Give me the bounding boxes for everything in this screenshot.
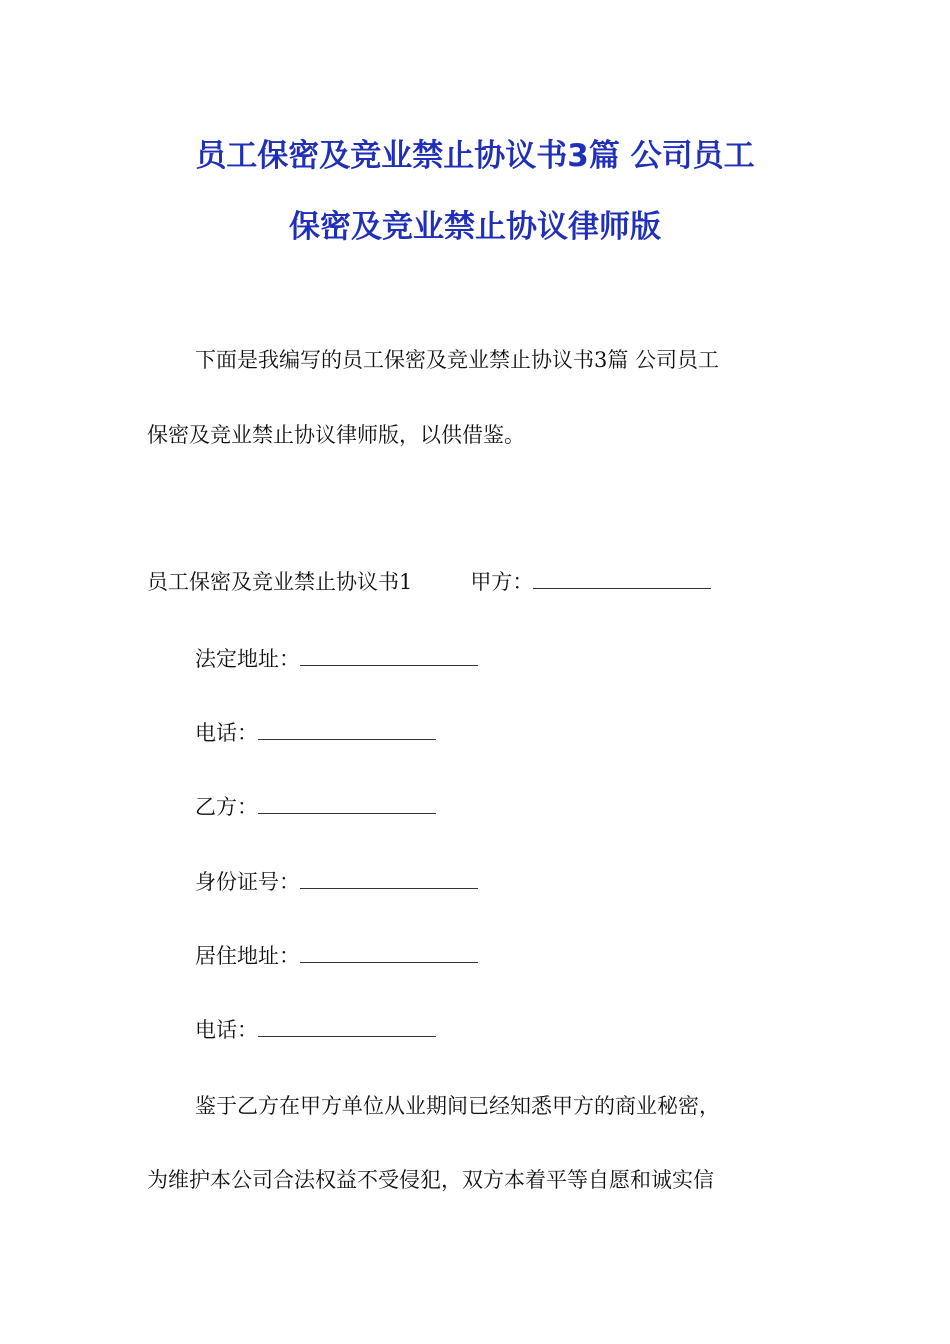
intro-line-1: 下面是我编写的员工保密及竞业禁止协议书3篇 公司员工 <box>195 348 720 372</box>
phone-b-row <box>195 1015 436 1045</box>
phone-b-label: 电话： <box>195 1018 258 1042</box>
section-1-heading-row <box>147 567 711 597</box>
phone-b-blank[interactable] <box>258 1016 436 1037</box>
residence-label: 居住地址： <box>195 944 300 968</box>
party-b-label: 乙方： <box>195 795 258 819</box>
residence-blank[interactable] <box>300 942 478 963</box>
legal-address-row <box>195 644 478 674</box>
residence-row <box>195 941 478 971</box>
legal-address-blank[interactable] <box>300 645 478 666</box>
id-number-label: 身份证号： <box>195 870 300 894</box>
section-1-heading: 员工保密及竞业禁止协议书1 <box>147 570 413 594</box>
body-line-1: 鉴于乙方在甲方单位从业期间已经知悉甲方的商业秘密， <box>195 1094 720 1118</box>
id-number-blank[interactable] <box>300 868 478 889</box>
document-title-line-1: 员工保密及竞业禁止协议书3篇 公司员工 <box>195 138 755 174</box>
party-a-blank[interactable] <box>533 568 711 589</box>
legal-address-label: 法定地址： <box>195 647 300 671</box>
phone-a-blank[interactable] <box>258 719 436 740</box>
party-a-label: 甲方： <box>470 570 534 594</box>
id-number-row <box>195 867 478 897</box>
party-b-blank[interactable] <box>258 793 436 814</box>
body-line-2: 为维护本公司合法权益不受侵犯，双方本着平等自愿和诚实信 <box>147 1168 714 1192</box>
intro-line-2: 保密及竞业禁止协议律师版，以供借鉴。 <box>147 423 525 447</box>
phone-a-row <box>195 718 436 748</box>
document-title-line-2: 保密及竞业禁止协议律师版 <box>289 209 661 245</box>
phone-a-label: 电话： <box>195 721 258 745</box>
party-b-row <box>195 792 436 822</box>
